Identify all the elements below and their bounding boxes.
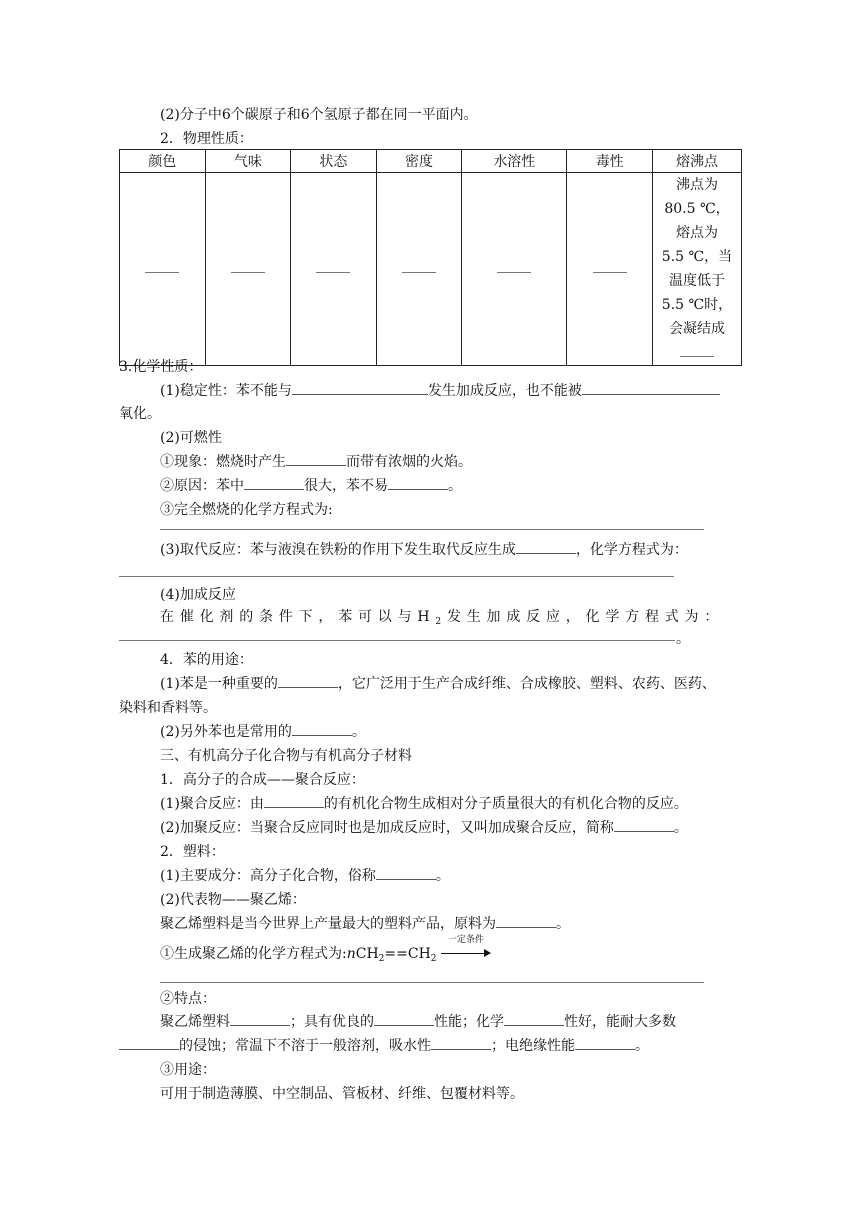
answer-line <box>160 982 704 983</box>
physical-properties-title: 2．物理性质： <box>160 131 253 147</box>
table-header-row <box>120 150 742 173</box>
cell-solubility <box>462 173 567 366</box>
mp-line: 会凝结成 <box>669 321 725 337</box>
polymerization-1: (1)聚合反应：由 的有机化合物生成相对分子质量很大的有机化合物的反应。 <box>160 793 688 815</box>
mp-line: 温度低于 <box>669 273 725 289</box>
structure-point-2: (2)分子中6个碳原子和6个氢原子都在同一平面内。 <box>160 107 478 123</box>
benzene-use-2: (2)另外苯也是常用的 。 <box>160 721 366 743</box>
uses-text: 可用于制造薄膜、中空制品、管板材、纤维、包覆材料等。 <box>160 1086 524 1102</box>
combustion-title: (2)可燃性 <box>160 430 222 446</box>
header-state: 状态 <box>291 150 377 173</box>
polyethylene-equation: ①生成聚乙烯的化学方程式为$:nCH_2==CH_2$ 一定条件 <box>160 943 491 970</box>
mp-line: 5.5 ℃，当 <box>661 249 733 265</box>
reaction-condition: 一定条件 <box>447 935 484 945</box>
mp-line: 5.5 ℃时， <box>661 297 733 313</box>
period-mark: 。 <box>676 631 690 647</box>
answer-blank <box>230 1011 290 1026</box>
header-solubility: 水溶性 <box>462 150 567 173</box>
answer-blank <box>680 356 714 357</box>
polymerization-2: (2)加聚反应：当聚合反应同时也是加成反应时，又叫加成聚合反应，简称 。 <box>160 817 688 839</box>
table-row <box>120 173 742 366</box>
answer-blank <box>593 272 627 273</box>
answer-blank <box>516 539 576 554</box>
addition-text: 在催化剂的条件下，苯可以与$H_2$发生加成反应，化学方程式为： <box>160 609 725 627</box>
physical-properties-table <box>119 149 742 366</box>
benzene-use-1-cont: 染料和香料等。 <box>119 700 217 716</box>
combustion-reason: ②原因：苯中 很大，苯不易 。 <box>160 475 462 497</box>
header-melting-boiling: 熔沸点 <box>653 150 742 173</box>
stability-line-cont: 氧化。 <box>119 406 161 422</box>
chemical-properties-title: 3.化学性质： <box>119 359 203 375</box>
cell-melting-boiling <box>653 173 742 366</box>
answer-blank <box>496 913 556 928</box>
polymerization-title: 1．高分子的合成——聚合反应： <box>160 772 365 788</box>
benzene-uses-title: 4．苯的用途： <box>160 652 253 668</box>
answer-blank <box>614 817 674 832</box>
polyethylene-text: 聚乙烯塑料是当今世界上产量最大的塑料产品，原料为 。 <box>160 913 570 935</box>
substitution-line: (3)取代反应：苯与液溴在铁粉的作用下发生取代反应生成 ，化学方程式为： <box>160 539 688 561</box>
answer-blank <box>244 475 304 490</box>
answer-blank <box>388 475 448 490</box>
answer-blank <box>145 272 179 273</box>
header-density: 密度 <box>376 150 462 173</box>
answer-line <box>119 576 674 577</box>
answer-blank <box>376 865 436 880</box>
mp-line: 沸点为 <box>676 177 718 193</box>
plastics-2: (2)代表物——聚乙烯： <box>160 892 306 908</box>
answer-blank <box>431 1035 491 1050</box>
answer-line <box>119 640 675 641</box>
uses-title: ③用途： <box>160 1062 216 1078</box>
addition-title: (4)加成反应 <box>160 587 236 603</box>
header-color: 颜色 <box>120 150 206 173</box>
answer-blank <box>292 721 352 736</box>
stability-line: (1)稳定性：苯不能与 发生加成反应，也不能被 <box>160 380 720 402</box>
cell-color <box>120 173 206 366</box>
plastics-1: (1)主要成分：高分子化合物，俗称 。 <box>160 865 450 887</box>
features-title: ②特点： <box>160 991 216 1007</box>
answer-blank <box>264 793 324 808</box>
answer-blank <box>402 272 436 273</box>
cell-density <box>376 173 462 366</box>
answer-blank <box>504 1011 564 1026</box>
answer-blank <box>316 272 350 273</box>
reaction-arrow <box>441 935 491 961</box>
features-line-2: 的侵蚀；常温下不溶于一般溶剂，吸水性 ；电绝缘性能 。 <box>119 1035 649 1057</box>
benzene-use-1: (1)苯是一种重要的 ，它广泛用于生产合成纤维、合成橡胶、塑料、农药、医药、 <box>160 673 716 695</box>
combustion-equation-label: ③完全燃烧的化学方程式为: <box>160 502 333 518</box>
header-toxicity: 毒性 <box>567 150 653 173</box>
answer-blank <box>582 380 720 395</box>
mp-line: 80.5 ℃， <box>664 201 730 217</box>
answer-line <box>160 529 704 530</box>
header-odor: 气味 <box>205 150 291 173</box>
answer-blank <box>497 272 531 273</box>
answer-blank <box>286 451 346 466</box>
answer-blank <box>374 1011 434 1026</box>
mp-line: 熔点为 <box>676 225 718 241</box>
answer-blank <box>292 380 428 395</box>
cell-state <box>291 173 377 366</box>
features-line-1: 聚乙烯塑料 ；具有优良的 性能；化学 性好，能耐大多数 <box>160 1011 676 1033</box>
answer-blank <box>231 272 265 273</box>
section-3-title: 三、有机高分子化合物与有机高分子材料 <box>160 748 412 764</box>
cell-odor <box>205 173 291 366</box>
plastics-title: 2．塑料： <box>160 844 225 860</box>
combustion-phenomenon: ①现象：燃烧时产生 而带有浓烟的火焰。 <box>160 451 472 473</box>
cell-toxicity <box>567 173 653 366</box>
answer-blank <box>278 673 338 688</box>
answer-blank <box>575 1035 635 1050</box>
answer-blank <box>119 1035 179 1050</box>
